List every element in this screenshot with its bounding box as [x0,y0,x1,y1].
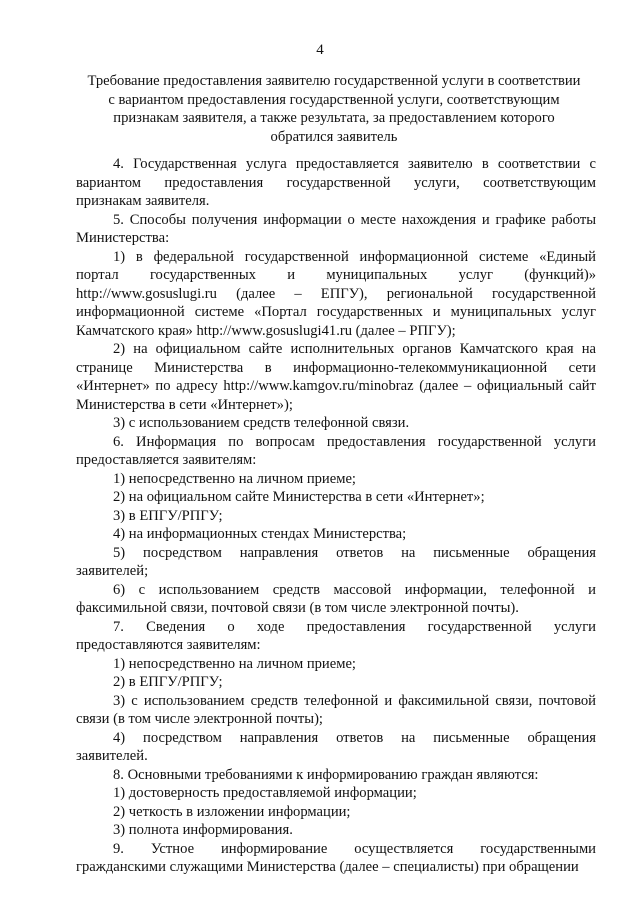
text-line: 1) непосредственно на личном приеме; [113,655,356,672]
text-line: признакам заявителя. [76,193,210,209]
text-line: http://www.gosuslugi.ru (далее – ЕПГУ), региональной государственной [76,285,596,302]
paragraph [76,821,596,840]
text-line: Министерства в сети «Интернет»); [76,396,293,413]
text-line: вариантом предоставления государственной услуги, соответствующим [76,174,596,191]
paragraph [76,655,596,674]
text-line: гражданскими служащими Министерства (далее – специалисты) при обращении [76,859,579,875]
text-line: 1) достоверность предоставляемой информации; [113,785,417,801]
text-line: 3) в ЕПГУ/РПГУ; [113,507,223,524]
text-line: «Интернет» по адресу http://www.kamgov.ru/minobraz (далее – официальный сайт [76,378,596,394]
title-line: Требование предоставления заявителю государственной услуги в соответствии [87,73,581,89]
text-line: 5. Способы получения информации о месте нахождения и графике работы [113,211,596,228]
text-line: 1) в федеральной государственной информационной системе «Единый [113,248,596,265]
text-line: 1) непосредственно на личном приеме; [113,470,356,487]
text-line: 2) в ЕПГУ/РПГУ; [113,674,223,690]
paragraph [76,248,596,341]
paragraph [76,784,596,803]
section-title [76,72,592,146]
text-line: предоставляется заявителям: [76,452,257,468]
paragraph [76,470,596,489]
title-line: обратился заявитель [270,128,398,145]
title-line: признакам заявителя, а также результата, за предоставлением которого [113,110,555,127]
text-line: 6. Информация по вопросам предоставления государственной услуги [113,433,596,450]
text-line: связи (в том числе электронной почты); [76,711,323,727]
text-line: 2) четкость в изложении информации; [113,803,351,820]
text-line: 2) на официальном сайте исполнительных органов Камчатского края на [113,341,596,357]
paragraph [76,507,596,526]
paragraph [76,340,596,414]
text-line: 3) полнота информирования. [113,822,293,838]
text-line: 4. Государственная услуга предоставляется заявителю в соответствии с [113,156,596,172]
text-line: 4) посредством направления ответов на письменные обращения [113,729,596,746]
text-line: 8. Основными требованиями к информированию граждан являются: [113,766,539,783]
text-line: 3) с использованием средств телефонной и факсимильной связи, почтовой [113,692,596,709]
text-line: странице Министерства в информационно-телекоммуникационной сети [76,359,596,376]
paragraph [76,414,596,433]
paragraph [76,525,596,544]
paragraph [76,581,596,618]
text-line: 9. Устное информирование осуществляется государственными [113,840,596,857]
page-number: 4 [316,42,324,58]
document-body [76,155,596,877]
paragraph [76,211,596,248]
paragraph [76,840,596,877]
text-line: заявителей. [76,748,148,764]
text-line: Камчатского края» http://www.gosuslugi41.ru (далее – РПГУ); [76,322,456,339]
text-line: 6) с использованием средств массовой информации, телефонной и [113,581,596,598]
paragraph [76,673,596,692]
paragraph [76,766,596,785]
text-line: 4) на информационных стендах Министерства; [113,526,407,542]
text-line: портал государственных и муниципальных услуг (функций)» [76,267,596,283]
paragraph [76,433,596,470]
paragraph [76,692,596,729]
paragraph [76,488,596,507]
paragraph [76,729,596,766]
paragraph [76,618,596,655]
text-line: 2) на официальном сайте Министерства в сети «Интернет»; [113,489,485,505]
paragraph [76,544,596,581]
paragraph [76,803,596,822]
text-line: факсимильной связи, почтовой связи (в том числе электронной почты). [76,600,519,616]
paragraph [76,155,596,211]
text-line: предоставляются заявителям: [76,637,261,653]
text-line: заявителей; [76,563,149,579]
text-line: 3) с использованием средств телефонной связи. [113,415,410,431]
text-line: 7. Сведения о ходе предоставления государственной услуги [113,618,596,635]
title-line: с вариантом предоставления государственной услуги, соответствующим [108,91,560,108]
text-line: Министерства: [76,230,170,246]
text-line: 5) посредством направления ответов на письменные обращения [113,544,596,561]
text-line: информационной системе «Портал государственных и муниципальных услуг [76,304,596,320]
